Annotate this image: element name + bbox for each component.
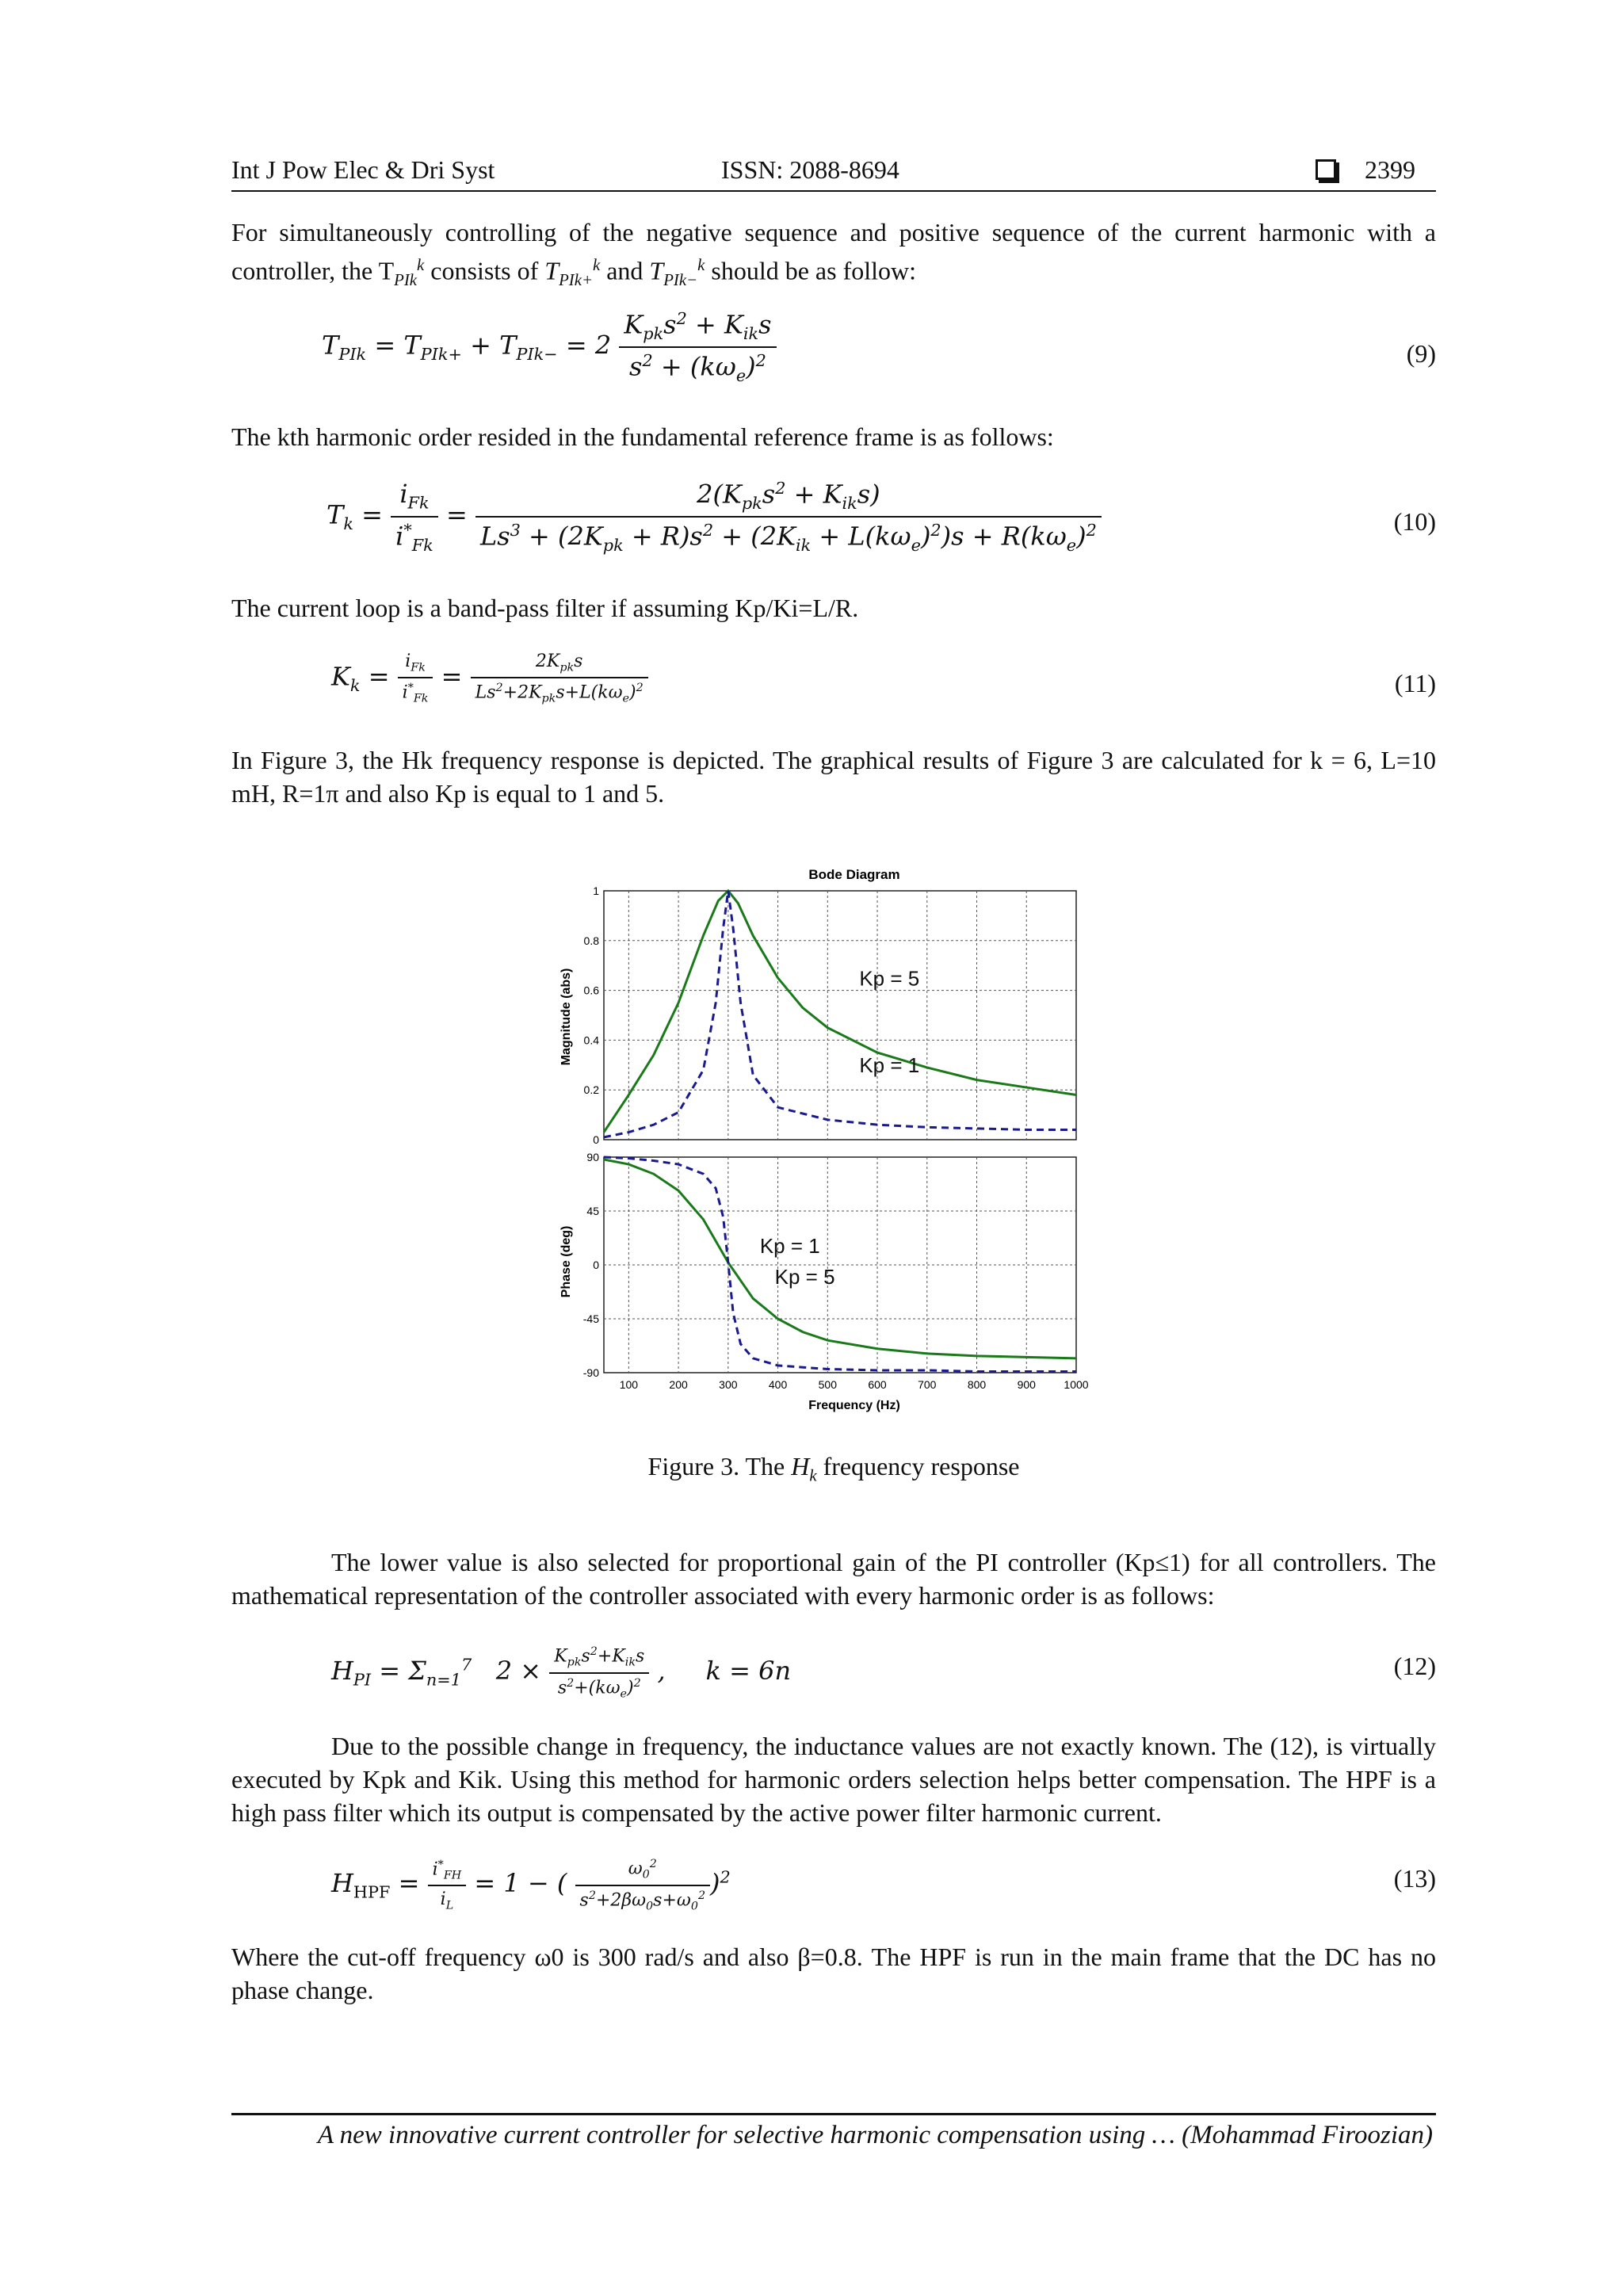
equation-number-9: (9) xyxy=(1406,339,1436,368)
equation-number-12: (12) xyxy=(1393,1652,1436,1680)
y-tick-label: 90 xyxy=(586,1151,599,1163)
x-tick-label: 300 xyxy=(719,1378,738,1391)
square-bullet-icon xyxy=(1316,159,1336,180)
equation-number-11: (11) xyxy=(1394,669,1436,697)
equation-13: $H_{HPF}$ = $\frac{i^*_{FH}}{i_L}$ = 1 − ( $\frac{\omega_0^2}{s^2+2\beta\omega_0s+\omega_0^2}$ )$^2$ xyxy=(331,1858,731,1913)
phase-axis-label: Phase (deg) xyxy=(559,1225,573,1298)
y-tick-label: 0.8 xyxy=(583,934,599,947)
footer-title: A new innovative current controller for selective harmonic compensation using … (Mohammad Firoozian) xyxy=(317,2121,1433,2149)
footer-rule xyxy=(231,2113,1436,2115)
paragraph-band-pass: The current loop is a band-pass filter if assuming Kp/Ki=L/R. xyxy=(231,594,859,622)
x-tick-label: 900 xyxy=(1017,1378,1036,1391)
curve-annotation: Kp = 5 xyxy=(859,966,920,991)
chart-title: Bode Diagram xyxy=(808,867,900,882)
paragraph-kth-harmonic: The kth harmonic order resided in the fundamental reference frame is as follows: xyxy=(231,422,1054,451)
equation-9: $T_{PIk} = T_{PIk+} + T_{PIk-} = 2$ $\frac{K_{pk}s^2 + K_{ik}s}{s^2 + (k\omega_e)^2}$ xyxy=(322,309,777,385)
x-tick-label: 100 xyxy=(619,1378,639,1391)
paragraph-cutoff: Where the cut-off frequency ω0 is 300 rad/s and also β=0.8. The HPF is run in the main frame that the DC has no phase change. xyxy=(231,1943,1436,2004)
equation-number-13: (13) xyxy=(1393,1864,1436,1893)
equation-number-10: (10) xyxy=(1393,507,1436,536)
y-tick-label: -90 xyxy=(582,1366,599,1379)
paragraph-lower-value: The lower value is also selected for proportional gain of the PI controller (Kp≤1) for all controllers. The mathematical representation of the controller associated with every harmonic order is as follows: xyxy=(231,1548,1436,1610)
equation-11: $K_k$ = $\frac{i_{Fk}}{i^*_{Fk}}$ = $\frac{2K_{pk}s}{Ls^2+2K_{pk}s+L(k\omega_e)^2}$ xyxy=(331,651,648,705)
header-rule xyxy=(231,190,1436,192)
y-tick-label: 1 xyxy=(593,884,599,897)
bode-figure xyxy=(547,856,1117,1427)
paragraph-figure-ref: In Figure 3, the Hk frequency response is depicted. The graphical results of Figure 3 are calculated for k = 6, L=10 mH, R=1π and also Kp is equal to 1 and 5. xyxy=(231,746,1436,808)
x-tick-label: 800 xyxy=(967,1378,987,1391)
y-tick-label: 0 xyxy=(593,1259,599,1271)
y-tick-label: 45 xyxy=(586,1205,599,1217)
x-tick-label: 1000 xyxy=(1064,1378,1089,1391)
page-number-block xyxy=(1316,155,1415,185)
curve-annotation: Kp = 1 xyxy=(859,1053,920,1078)
figure-caption: Figure 3. The $H_k$ frequency response xyxy=(647,1452,1020,1485)
x-tick-label: 200 xyxy=(669,1378,688,1391)
x-tick-label: 700 xyxy=(918,1378,937,1391)
paragraph-intro: For simultaneously controlling of the negative sequence and positive sequence of the current harmonic with a controller, the $T_{PIk}^k$ consists of $T_{PIk+}^k$ and $T_{PIk-}^k$ should be as follow: xyxy=(231,218,1436,290)
plot-frame xyxy=(604,891,1076,1140)
y-tick-label: 0.4 xyxy=(583,1033,599,1047)
x-tick-label: 600 xyxy=(868,1378,887,1391)
y-tick-label: 0.2 xyxy=(583,1083,599,1097)
paragraph-frequency-change: Due to the possible change in frequency, the inductance values are not exactly known. The (12), is virtually executed by Kpk and Kik. Using this method for harmonic orders selection helps better compensation. The HPF is a high pass filter which its output is compensated by the active power filter harmonic current. xyxy=(231,1732,1436,1827)
magnitude-axis-label: Magnitude (abs) xyxy=(559,968,573,1066)
equation-12: $H_{PI} = \Sigma_{n=1}^7$ 2 × $\frac{K_{pk}s^2+K_{ik}s}{s^2+(k\omega_e)^2}$ , k = 6n xyxy=(331,1645,792,1701)
phase-plot xyxy=(583,1151,1089,1391)
equation-10: $T_k$ = $\frac{i_{Fk}}{i^*_{Fk}}$ = $\frac{2(K_{pk}s^2 + K_{ik}s)}{Ls^3 + (2K_{pk} + R)s^2 + (2K_{ik} + L(k\omega_e)^2)s + R(k\omega_e)^2}$ xyxy=(327,479,1102,555)
journal-name: Int J Pow Elec & Dri Syst xyxy=(231,155,495,184)
y-tick-label: -45 xyxy=(582,1312,599,1325)
magnitude-plot xyxy=(584,884,1076,1146)
x-tick-label: 500 xyxy=(818,1378,837,1391)
page-number: 2399 xyxy=(1365,155,1415,184)
y-tick-label: 0.6 xyxy=(583,984,599,997)
issn: ISSN: 2088-8694 xyxy=(721,155,899,184)
frequency-axis-label: Frequency (Hz) xyxy=(808,1399,900,1412)
y-tick-label: 0 xyxy=(593,1133,599,1146)
curve-annotation: Kp = 5 xyxy=(774,1265,835,1289)
x-tick-label: 400 xyxy=(768,1378,788,1391)
curve-annotation: Kp = 1 xyxy=(759,1233,820,1258)
